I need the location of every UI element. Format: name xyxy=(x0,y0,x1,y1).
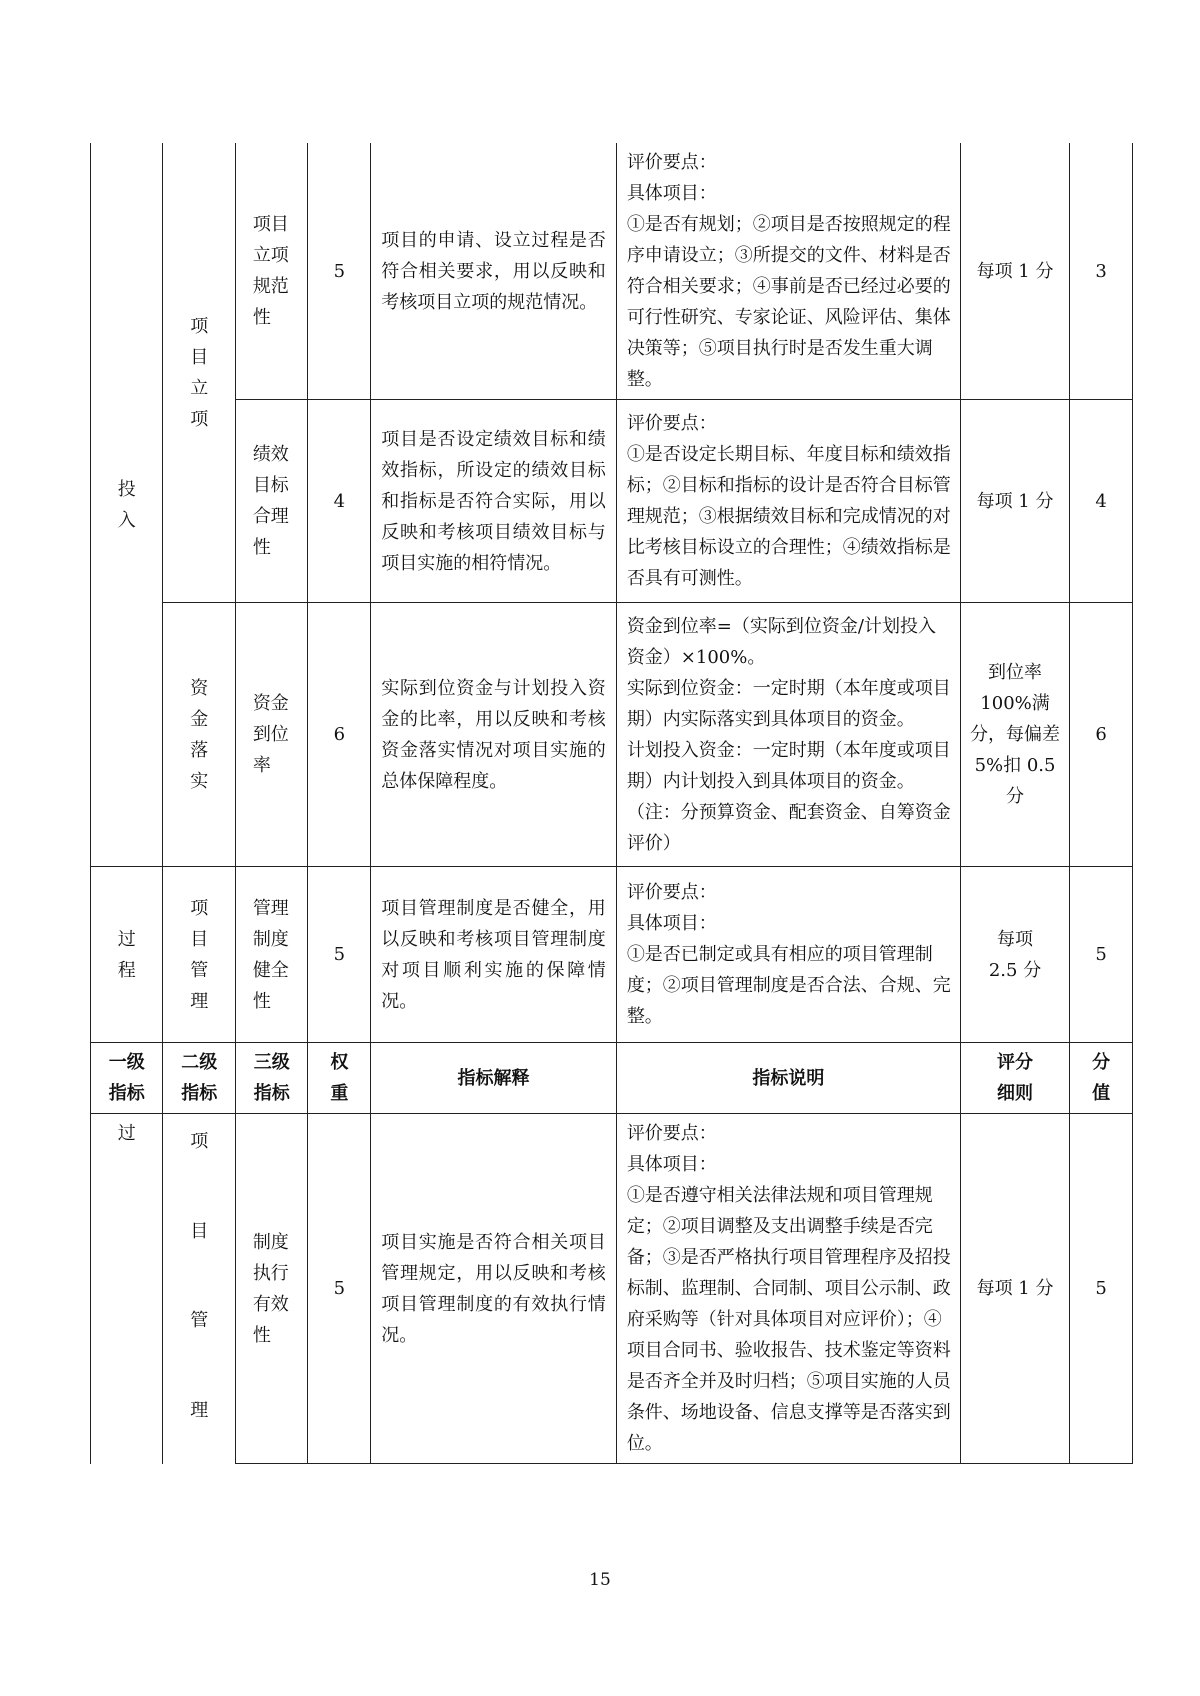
second-level-project-management-cell xyxy=(163,867,235,1043)
page-number: 15 xyxy=(589,1570,611,1590)
second-level-char: 目 xyxy=(190,1220,209,1242)
header-scoring-text: 评分细则 xyxy=(997,1052,1034,1104)
description-line: 评价要点： xyxy=(626,152,717,173)
scoring-text: 每项 2.5 分 xyxy=(988,928,1042,981)
first-level-process-cont-cell xyxy=(91,1114,163,1464)
score-cell: 5 xyxy=(1070,1114,1133,1464)
header-scoring xyxy=(960,1043,1069,1114)
description-cell xyxy=(616,400,960,603)
second-level-char: 项 xyxy=(190,1131,209,1152)
description-line: ①是否遵守相关法律法规和项目管理规定；②项目调整及支出调整手续是否完备；③是否严格执行项目管理程序及招投标制、监理制、合同制、项目公示制、政府采购等（针对具体项目对应评价）；④项目合同书、验收报告、技术鉴定等资料是否齐全并及时归档；⑤项目实施的人员条件、场地设备、信息支撑等是否落实到位。 xyxy=(626,1185,951,1454)
third-level-name: 资金到位率 xyxy=(252,693,289,776)
first-level-process-cell xyxy=(91,867,163,1043)
header-weight xyxy=(308,1043,371,1114)
header-second-level-text: 二级指标 xyxy=(181,1052,218,1104)
header-third-level xyxy=(235,1043,307,1114)
weight-cell: 5 xyxy=(308,867,371,1043)
description-line: 具体项目： xyxy=(626,913,717,934)
header-first-level-text: 一级指标 xyxy=(108,1052,145,1104)
header-first-level xyxy=(91,1043,163,1114)
second-level-fund-implementation: 资金落实 xyxy=(190,677,209,792)
third-level-name: 制度执行有效性 xyxy=(252,1231,289,1346)
header-explanation: 指标解释 xyxy=(371,1043,617,1114)
first-level-process: 过程 xyxy=(117,928,136,981)
second-level-project-management: 项目管理 xyxy=(190,897,209,1012)
third-level-cell xyxy=(235,400,307,603)
scoring-cell: 每项 1 分 xyxy=(960,143,1069,400)
first-level-process-cont: 过 xyxy=(117,1123,136,1144)
first-level-invest-cell xyxy=(91,143,163,867)
score-cell: 5 xyxy=(1070,867,1133,1043)
explanation-cell: 项目管理制度是否健全，用以反映和考核项目管理制度对项目顺利实施的保障情况。 xyxy=(371,867,617,1043)
header-score-text: 分值 xyxy=(1092,1052,1111,1104)
third-level-cell xyxy=(235,603,307,867)
third-level-cell xyxy=(235,1114,307,1464)
description-line: ①是否已制定或具有相应的项目管理制度；②项目管理制度是否合法、合规、完整。 xyxy=(626,944,951,1027)
table-row xyxy=(91,603,1133,867)
header-third-level-text: 三级指标 xyxy=(253,1052,290,1104)
description-line: 评价要点： xyxy=(626,882,717,903)
third-level-name: 项目立项规范性 xyxy=(252,214,289,328)
description-line: 具体项目： xyxy=(626,183,717,204)
weight-cell: 6 xyxy=(308,603,371,867)
table-row xyxy=(91,867,1133,1043)
header-description: 指标说明 xyxy=(616,1043,960,1114)
score-cell: 3 xyxy=(1070,143,1133,400)
description-line: 资金到位率=（实际到位资金/计划投入资金）×100%。 xyxy=(626,615,936,668)
second-level-project-setup: 项目立项 xyxy=(190,315,209,430)
weight-cell: 5 xyxy=(308,1114,371,1464)
explanation-cell: 项目的申请、设立过程是否符合相关要求，用以反映和考核项目立项的规范情况。 xyxy=(371,143,617,400)
header-score xyxy=(1070,1043,1133,1114)
description-line: ①是否设定长期目标、年度目标和绩效指标；②目标和指标的设计是否符合目标管理规范；③根据绩效目标和完成情况的对比考核目标设立的合理性；④绩效指标是否具有可测性。 xyxy=(626,444,951,589)
score-cell: 6 xyxy=(1070,603,1133,867)
description-cell xyxy=(616,1114,960,1464)
description-line: 评价要点： xyxy=(626,1123,717,1144)
second-level-char: 管 xyxy=(190,1310,209,1332)
table-row xyxy=(91,143,1133,400)
description-cell xyxy=(616,603,960,867)
explanation-cell: 项目是否设定绩效目标和绩效指标，所设定的绩效目标和指标是否符合实际，用以反映和考核项目绩效目标与项目实施的相符情况。 xyxy=(371,400,617,603)
first-level-invest: 投入 xyxy=(117,478,136,531)
second-level-project-management-cont-cell xyxy=(163,1114,235,1464)
second-level-fund-cell xyxy=(163,603,235,867)
weight-cell: 5 xyxy=(308,143,371,400)
score-cell: 4 xyxy=(1070,400,1133,603)
third-level-name: 绩效目标合理性 xyxy=(252,444,289,558)
table-row xyxy=(91,400,1133,603)
table-header-row xyxy=(91,1043,1133,1114)
description-line: 实际到位资金：一定时期（本年度或项目期）内实际落实到具体项目的资金。 xyxy=(626,677,951,730)
description-cell xyxy=(616,143,960,400)
header-weight-text: 权重 xyxy=(330,1052,349,1104)
description-cell xyxy=(616,867,960,1043)
scoring-cell: 每项 1 分 xyxy=(960,1114,1069,1464)
evaluation-index-table xyxy=(90,143,1133,1464)
second-level-spread xyxy=(170,1118,227,1426)
header-second-level xyxy=(163,1043,235,1114)
scoring-cell xyxy=(960,867,1069,1043)
third-level-name: 管理制度健全性 xyxy=(252,897,289,1012)
explanation-cell: 实际到位资金与计划投入资金的比率，用以反映和考核资金落实情况对项目实施的总体保障程度。 xyxy=(371,603,617,867)
scoring-cell: 到位率100%满分，每偏差 5%扣 0.5 分 xyxy=(960,603,1069,867)
description-line: 评价要点： xyxy=(626,413,717,434)
explanation-cell: 项目实施是否符合相关项目管理规定，用以反映和考核项目管理制度的有效执行情况。 xyxy=(371,1114,617,1464)
description-line: ①是否有规划；②项目是否按照规定的程序申请设立；③所提交的文件、材料是否符合相关要求；④事前是否已经过必要的可行性研究、专家论证、风险评估、集体决策等；⑤项目执行时是否发生重大调整。 xyxy=(626,214,951,390)
table-row xyxy=(91,1114,1133,1464)
description-line: 计划投入资金：一定时期（本年度或项目期）内计划投入到具体项目的资金。（注：分预算资金、配套资金、自筹资金评价） xyxy=(626,739,951,854)
third-level-cell xyxy=(235,867,307,1043)
second-level-char: 理 xyxy=(190,1399,209,1421)
third-level-cell xyxy=(235,143,307,400)
scoring-cell: 每项 1 分 xyxy=(960,400,1069,603)
weight-cell: 4 xyxy=(308,400,371,603)
second-level-project-setup-cell xyxy=(163,143,235,603)
description-line: 具体项目： xyxy=(626,1154,717,1175)
